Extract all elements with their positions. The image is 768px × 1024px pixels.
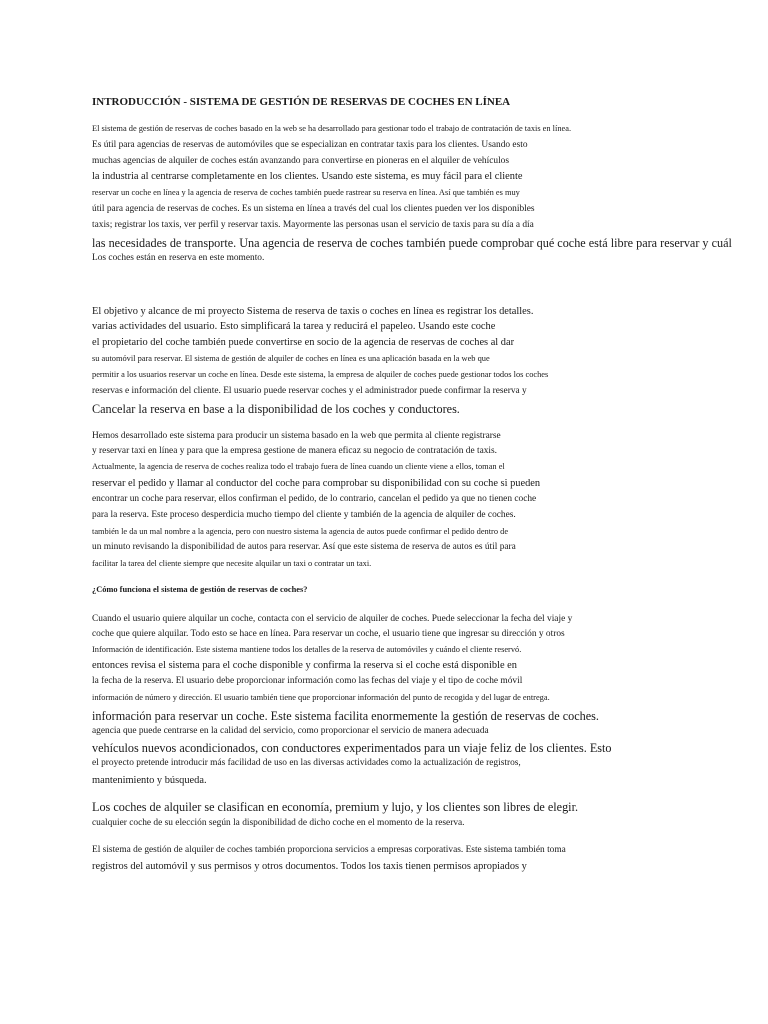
text-line: la industria al centrarse completamente en los clientes. Usando este sistema, es muy fácil para el cliente <box>92 171 523 182</box>
text-line: El objetivo y alcance de mi proyecto Sistema de reserva de taxis o coches en línea es registrar los detalles. <box>92 306 534 317</box>
text-line: muchas agencias de alquiler de coches están avanzando para convertirse en pioneras en el alquiler de vehículos <box>92 156 510 166</box>
text-line: encontrar un coche para reservar, ellos confirman el pedido, de lo contrario, cancelan el pedido ya que no tienen coche <box>92 494 537 504</box>
text-line: también le da un mal nombre a la agencia, pero con nuestro sistema la agencia de autos puede confirmar el pedido dentro de <box>92 527 509 536</box>
text-line: coche que quiere alquilar. Todo esto se hace en línea. Para reservar un coche, el usuario tiene que ingresar su dirección y otros <box>92 629 565 639</box>
text-line: reservar un coche en línea y la agencia de reserva de coches también puede rastrear su reserva en línea. Así que también es muy <box>92 188 520 197</box>
text-line: las necesidades de transporte. Una agencia de reserva de coches también puede comprobar qué coche está libre para reservar y cuál <box>92 236 732 250</box>
text-line: para la reserva. Este proceso desperdicia mucho tiempo del cliente y también de la agencia de alquiler de coches. <box>92 510 516 520</box>
text-line: reservas e información del cliente. El usuario puede reservar coches y el administrador puede confirmar la reserva y <box>92 386 527 396</box>
text-line: registros del automóvil y sus permisos y otros documentos. Todos los taxis tienen permisos apropiados y <box>92 861 527 872</box>
text-line: su automóvil para reservar. El sistema de gestión de alquiler de coches en línea es una aplicación basada en la web que <box>92 354 490 363</box>
document-title: INTRODUCCIÓN - SISTEMA DE GESTIÓN DE RESERVAS DE COCHES EN LÍNEA <box>92 96 511 108</box>
text-line: facilitar la tarea del cliente siempre que necesite alquilar un taxi o contratar un taxi. <box>92 559 372 568</box>
text-line: Cancelar la reserva en base a la disponibilidad de los coches y conductores. <box>92 402 460 416</box>
text-line: el proyecto pretende introducir más facilidad de uso en las diversas actividades como la actualización de registros, <box>92 758 521 768</box>
text-line: un minuto revisando la disponibilidad de autos para reservar. Así que este sistema de reserva de autos es útil para <box>92 542 516 552</box>
text-line: Información de identificación. Este sistema mantiene todos los detalles de la reserva de automóviles y cuándo el cliente reservó. <box>92 645 522 654</box>
text-line: información de número y dirección. El usuario también tiene que proporcionar información del punto de recogida y del lugar de entrega. <box>92 693 550 702</box>
text-line: reservar el pedido y llamar al conductor del coche para comprobar su disponibilidad con su coche si pueden <box>92 478 541 489</box>
text-line: entonces revisa el sistema para el coche disponible y confirma la reserva si el coche está disponible en <box>92 660 517 671</box>
text-line: y reservar taxi en línea y para que la empresa gestione de manera eficaz su negocio de contratación de taxis. <box>92 446 498 456</box>
text-line: mantenimiento y búsqueda. <box>92 775 207 786</box>
text-line: varias actividades del usuario. Esto simplificará la tarea y reducirá el papeleo. Usando este coche <box>92 321 496 332</box>
text-line: Hemos desarrollado este sistema para producir un sistema basado en la web que permita al cliente registrarse <box>92 431 501 441</box>
text-line: Los coches están en reserva en este momento. <box>92 253 265 263</box>
text-line: Actualmente, la agencia de reserva de coches realiza todo el trabajo fuera de línea cuando un cliente viene a ellos, toman el <box>92 462 505 471</box>
text-line: vehículos nuevos acondicionados, con conductores experimentados para un viaje feliz de los clientes. Esto <box>92 741 612 755</box>
text-line: permitir a los usuarios reservar un coche en línea. Desde este sistema, la empresa de alquiler de coches puede gestionar todos los coches <box>92 370 549 379</box>
text-line: cualquier coche de su elección según la disponibilidad de dicho coche en el momento de la reserva. <box>92 818 465 828</box>
text-line: Es útil para agencias de reservas de automóviles que se especializan en contratar taxis para los clientes. Usando esto <box>92 140 528 150</box>
text-line: Cuando el usuario quiere alquilar un coche, contacta con el servicio de alquiler de coches. Puede seleccionar la fecha del viaje y <box>92 614 573 624</box>
text-line: Los coches de alquiler se clasifican en economía, premium y lujo, y los clientes son libres de elegir. <box>92 800 578 814</box>
text-line: el propietario del coche también puede convertirse en socio de la agencia de reservas de coches al dar <box>92 337 515 348</box>
text-line: información para reservar un coche. Este sistema facilita enormemente la gestión de reservas de coches. <box>92 709 599 723</box>
text-line: El sistema de gestión de alquiler de coches también proporciona servicios a empresas corporativas. Este sistema también toma <box>92 845 566 855</box>
text-line: taxis; registrar los taxis, ver perfil y reservar taxis. Mayormente las personas usan el servicio de taxis para su día a día <box>92 220 534 230</box>
section-heading: ¿Cómo funciona el sistema de gestión de reservas de coches? <box>92 585 308 594</box>
text-line: útil para agencia de reservas de coches. Es un sistema en línea a través del cual los clientes pueden ver los disponibles <box>92 204 535 214</box>
text-line: agencia que puede centrarse en la calidad del servicio, como proporcionar el servicio de manera adecuada <box>92 726 489 736</box>
text-line: la fecha de la reserva. El usuario debe proporcionar información como las fechas del viaje y el tipo de coche móvil <box>92 676 523 686</box>
text-line: El sistema de gestión de reservas de coches basado en la web se ha desarrollado para gestionar todo el trabajo de contratación de taxis en línea. <box>92 124 572 133</box>
